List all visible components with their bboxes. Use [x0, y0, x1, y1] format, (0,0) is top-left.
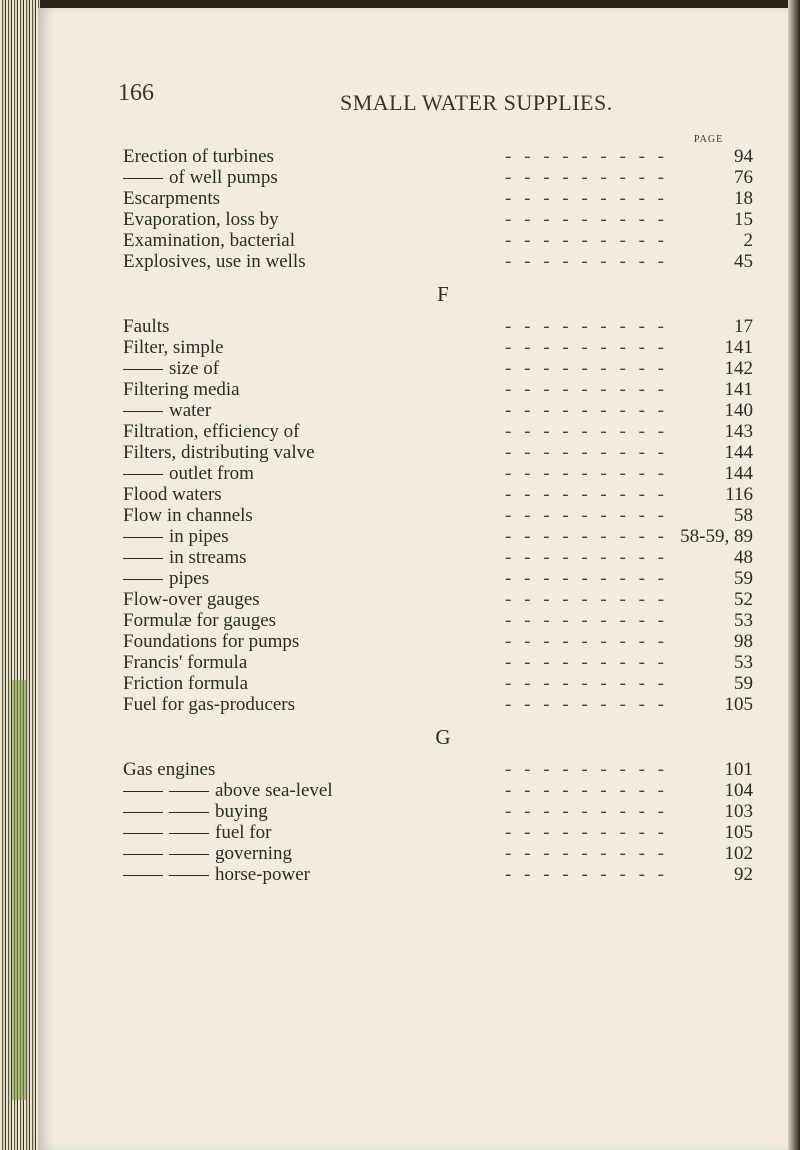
entry-text — [123, 316, 169, 337]
entry-page: 58 — [734, 505, 753, 526]
index-entry — [123, 421, 763, 442]
entry-page: 104 — [724, 780, 753, 801]
entry-label: pipes — [169, 568, 210, 589]
entry-page: 59 — [734, 568, 753, 589]
index-entry — [123, 801, 763, 822]
entry-text — [123, 780, 333, 801]
entry-text — [123, 400, 211, 421]
index-entry — [123, 358, 763, 379]
entry-text — [123, 167, 278, 188]
leader-dashes: - - - - - - - - - — [505, 146, 668, 167]
index-entry — [123, 568, 763, 589]
ditto-dash — [123, 369, 163, 370]
leader-dashes: - - - - - - - - - — [505, 652, 668, 673]
index-entry — [123, 400, 763, 421]
entry-page: 76 — [734, 167, 753, 188]
entry-label: outlet from — [169, 463, 254, 484]
leader-dashes: - - - - - - - - - — [505, 801, 668, 822]
entry-text — [123, 505, 253, 526]
ditto-dash — [123, 411, 163, 412]
leader-dashes: - - - - - - - - - — [505, 358, 668, 379]
entry-label: size of — [169, 358, 220, 379]
leader-dashes: - - - - - - - - - — [505, 547, 668, 568]
index-entry — [123, 251, 763, 272]
entry-label: fuel for — [215, 822, 272, 843]
leader-dashes: - - - - - - - - - — [505, 230, 668, 251]
entry-text — [123, 421, 299, 442]
entry-text — [123, 442, 315, 463]
page-number: 166 — [118, 80, 154, 106]
entry-label: Flood waters — [123, 484, 222, 505]
index-entry — [123, 843, 763, 864]
entry-text — [123, 463, 254, 484]
leader-dashes: - - - - - - - - - — [505, 463, 668, 484]
entry-label: in pipes — [169, 526, 229, 547]
index-entry — [123, 209, 763, 230]
entry-label: Flow in channels — [123, 505, 253, 526]
section-letter: G — [435, 725, 451, 749]
page-header — [38, 80, 788, 116]
entry-label: Filters, distributing valve — [123, 442, 315, 463]
entry-page: 52 — [734, 589, 753, 610]
entry-page: 141 — [724, 337, 753, 358]
entry-text — [123, 547, 247, 568]
entry-text — [123, 358, 219, 379]
entry-page: 102 — [724, 843, 753, 864]
entry-page: 105 — [724, 694, 753, 715]
entry-page: 140 — [724, 400, 753, 421]
ditto-dash — [169, 854, 209, 855]
index-entry — [123, 505, 763, 526]
entry-page: 144 — [724, 463, 753, 484]
entry-page: 101 — [724, 759, 753, 780]
entry-label: Explosives, use in wells — [123, 251, 306, 272]
entry-page: 45 — [734, 251, 753, 272]
leader-dashes: - - - - - - - - - — [505, 843, 668, 864]
index-list — [123, 146, 763, 885]
entry-text — [123, 379, 240, 400]
leader-dashes: - - - - - - - - - — [505, 442, 668, 463]
index-entry — [123, 167, 763, 188]
entry-label: horse-power — [215, 864, 310, 885]
entry-text — [123, 759, 215, 780]
entry-text — [123, 652, 247, 673]
entry-label: Erection of turbines — [123, 146, 274, 167]
entry-page: 144 — [724, 442, 753, 463]
entry-text — [123, 337, 224, 358]
ditto-dash — [123, 558, 163, 559]
entry-page: 103 — [724, 801, 753, 822]
index-entry — [123, 230, 763, 251]
entry-page: 116 — [725, 484, 753, 505]
entry-text — [123, 484, 222, 505]
index-entry — [123, 759, 763, 780]
index-entry — [123, 673, 763, 694]
entry-label: Francis' formula — [123, 652, 248, 673]
entry-page: 58-59, 89 — [680, 526, 753, 547]
entry-label: Fuel for gas-producers — [123, 694, 296, 715]
entry-page: 92 — [734, 864, 753, 885]
ditto-dash — [123, 875, 163, 876]
entry-text — [123, 694, 295, 715]
entry-page: 15 — [734, 209, 753, 230]
entry-label: of well pumps — [169, 167, 278, 188]
index-entry — [123, 780, 763, 801]
entry-text — [123, 526, 229, 547]
leader-dashes: - - - - - - - - - — [505, 526, 668, 547]
leader-dashes: - - - - - - - - - — [505, 694, 668, 715]
ditto-dash — [123, 474, 163, 475]
leader-dashes: - - - - - - - - - — [505, 822, 668, 843]
entry-label: Gas engines — [123, 759, 216, 780]
index-entry — [123, 484, 763, 505]
leader-dashes: - - - - - - - - - — [505, 610, 668, 631]
ditto-dash — [123, 812, 163, 813]
entry-page: 18 — [734, 188, 753, 209]
entry-page: 59 — [734, 673, 753, 694]
leader-dashes: - - - - - - - - - — [505, 631, 668, 652]
entry-label: Flow-over gauges — [123, 589, 260, 610]
index-entry — [123, 864, 763, 885]
entry-label: Evaporation, loss by — [123, 209, 279, 230]
section-letter: F — [437, 282, 449, 306]
running-title: SMALL WATER SUPPLIES. — [340, 90, 613, 115]
leader-dashes: - - - - - - - - - — [505, 505, 668, 526]
entry-label: governing — [215, 843, 293, 864]
ditto-dash — [169, 833, 209, 834]
ditto-dash — [169, 812, 209, 813]
index-entry — [123, 146, 763, 167]
index-entry — [123, 337, 763, 358]
entry-text — [123, 610, 276, 631]
index-entry — [123, 442, 763, 463]
ditto-dash — [169, 875, 209, 876]
entry-page: 142 — [724, 358, 753, 379]
leader-dashes: - - - - - - - - - — [505, 864, 668, 885]
leader-dashes: - - - - - - - - - — [505, 589, 668, 610]
ditto-dash — [123, 579, 163, 580]
entry-text — [123, 146, 274, 167]
page-column-label: PAGE — [694, 134, 724, 145]
leader-dashes: - - - - - - - - - — [505, 337, 668, 358]
page-edges — [0, 0, 40, 1150]
ditto-dash — [123, 178, 163, 179]
entry-page: 2 — [743, 230, 753, 251]
index-entry — [123, 316, 763, 337]
entry-text — [123, 822, 271, 843]
ditto-dash — [123, 833, 163, 834]
entry-label: in streams — [169, 547, 247, 568]
index-entry — [123, 631, 763, 652]
entry-label: buying — [215, 801, 268, 822]
index-entry — [123, 652, 763, 673]
entry-page: 105 — [724, 822, 753, 843]
leader-dashes: - - - - - - - - - — [505, 780, 668, 801]
index-entry — [123, 379, 763, 400]
index-entry — [123, 463, 763, 484]
entry-text — [123, 251, 306, 272]
leader-dashes: - - - - - - - - - — [505, 209, 668, 230]
entry-page: 98 — [734, 631, 753, 652]
entry-text — [123, 188, 220, 209]
leader-dashes: - - - - - - - - - — [505, 316, 668, 337]
ditto-dash — [123, 537, 163, 538]
leader-dashes: - - - - - - - - - — [505, 421, 668, 442]
entry-page: 94 — [734, 146, 753, 167]
entry-label: Formulæ for gauges — [123, 610, 277, 631]
leader-dashes: - - - - - - - - - — [505, 251, 668, 272]
entry-page: 48 — [734, 547, 753, 568]
entry-text — [123, 631, 299, 652]
leader-dashes: - - - - - - - - - — [505, 568, 668, 589]
index-entry — [123, 694, 763, 715]
leader-dashes: - - - - - - - - - — [505, 167, 668, 188]
entry-text — [123, 801, 268, 822]
entry-text — [123, 568, 209, 589]
index-entry — [123, 547, 763, 568]
leader-dashes: - - - - - - - - - — [505, 673, 668, 694]
leader-dashes: - - - - - - - - - — [505, 188, 668, 209]
index-entry — [123, 610, 763, 631]
index-entry — [123, 188, 763, 209]
index-entry — [123, 589, 763, 610]
entry-text — [123, 230, 295, 251]
entry-page: 53 — [734, 652, 753, 673]
entry-label: water — [169, 400, 212, 421]
ditto-dash — [123, 854, 163, 855]
entry-text — [123, 864, 310, 885]
entry-text — [123, 589, 260, 610]
leader-dashes: - - - - - - - - - — [505, 484, 668, 505]
entry-text — [123, 673, 248, 694]
entry-label: Filtering media — [123, 379, 240, 400]
leader-dashes: - - - - - - - - - — [505, 759, 668, 780]
entry-label: Escarpments — [123, 188, 221, 209]
entry-page: 141 — [724, 379, 753, 400]
entry-page: 143 — [724, 421, 753, 442]
index-entry — [123, 526, 763, 547]
entry-text — [123, 209, 279, 230]
ditto-dash — [123, 791, 163, 792]
right-edge — [788, 0, 800, 1150]
leader-dashes: - - - - - - - - - — [505, 400, 668, 421]
entry-label: Foundations for pumps — [123, 631, 300, 652]
entry-page: 53 — [734, 610, 753, 631]
entry-text — [123, 843, 292, 864]
entry-label: Friction formula — [123, 673, 249, 694]
entry-label: Faults — [123, 316, 170, 337]
entry-label: Filter, simple — [123, 337, 224, 358]
entry-page: 17 — [734, 316, 753, 337]
entry-label: above sea-level — [215, 780, 333, 801]
leader-dashes: - - - - - - - - - — [505, 379, 668, 400]
book-page — [38, 8, 788, 1150]
index-entry — [123, 822, 763, 843]
entry-label: Filtration, efficiency of — [123, 421, 300, 442]
ditto-dash — [169, 791, 209, 792]
entry-label: Examination, bacterial — [123, 230, 295, 251]
